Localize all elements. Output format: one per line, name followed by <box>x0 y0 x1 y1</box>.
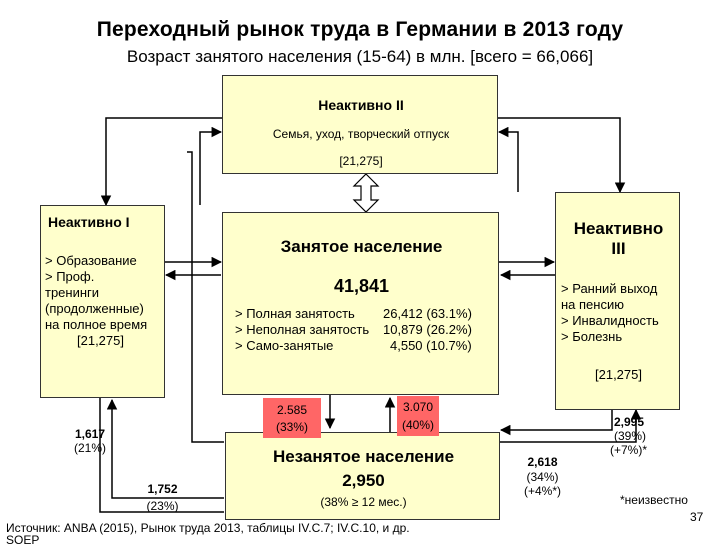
inactive1-value: [21,275] <box>77 333 124 348</box>
flow-value: 1,752 <box>147 482 178 496</box>
flow-1617-label <box>60 427 120 455</box>
inactive1-list <box>45 253 147 349</box>
inactive3-line: > Болезнь <box>561 329 623 344</box>
employed-rows <box>235 306 497 354</box>
unemployed-note: (38% ≥ 12 мес.) <box>320 495 407 509</box>
inactive2-box <box>222 75 498 174</box>
employed-box <box>222 212 499 395</box>
inactive3-value: [21,275] <box>595 367 642 382</box>
page-number: 37 <box>690 510 704 524</box>
inactive2-value: [21,275] <box>339 154 383 168</box>
employed-row-label: > Само-занятые <box>235 338 334 353</box>
inactive2-heading: Неактивно II <box>318 97 404 113</box>
arrow-inactive2-employed <box>354 174 378 212</box>
employed-row-value: 26,412 (63.1%) <box>383 306 472 321</box>
employed-row-label: > Полная занятость <box>235 306 355 321</box>
inactive3-heading <box>556 219 681 259</box>
arrow-inactive1-to-inactive2 <box>200 132 221 205</box>
employed-heading: Занятое население <box>280 237 443 256</box>
source-note-cut: SOEP <box>6 533 40 547</box>
arrow-inactive3-to-inactive2 <box>499 132 518 192</box>
inactive2-desc: Семья, уход, творческий отпуск <box>272 127 450 141</box>
inactive3-line: > Инвалидность <box>561 313 659 328</box>
flow-value: 1,617 <box>74 427 106 441</box>
employed-row-self <box>235 338 497 354</box>
arrow-inactive2-to-inactive3 <box>497 118 620 192</box>
inactive1-line: (продолженные) <box>45 301 144 316</box>
flow-value: 2,618 <box>527 455 558 469</box>
inactive3-heading-line: III <box>611 239 626 258</box>
footnote: *неизвестно <box>620 493 688 507</box>
flow-pct: (40%) <box>401 418 434 432</box>
inactive1-box <box>40 205 165 398</box>
inactive3-box <box>555 192 680 410</box>
employed-total: 41,841 <box>333 276 390 296</box>
arrow-inactive2-to-inactive1 <box>106 118 223 205</box>
inactive1-line: на полное время <box>45 317 148 332</box>
inactive1-heading: Неактивно I <box>48 214 130 230</box>
flow-pct: (21%) <box>73 441 106 455</box>
arrow-inactive3-to-unemployed <box>501 410 612 430</box>
inactive3-line: > Ранний выход <box>561 281 658 296</box>
page-subtitle: Возраст занятого населения (15-64) в млн. [всего = 66,066] <box>126 47 594 66</box>
inactive3-heading-line: Неактивно <box>573 219 664 238</box>
inactive3-line: на пенсию <box>561 297 624 312</box>
flow-unemployed-to-employed-box <box>397 396 439 436</box>
employed-row-label: > Неполная занятость <box>235 322 370 337</box>
arrow-unemployed-to-inactive1 <box>187 152 224 442</box>
flow-pct: (33%) <box>275 420 308 434</box>
flow-2995-label <box>610 415 674 457</box>
flow-pct: (34%) <box>526 470 559 484</box>
employed-row-full <box>235 306 497 322</box>
flow-pct: (39%) <box>614 429 647 443</box>
flow-employed-to-unemployed-box <box>263 398 321 438</box>
inactive1-line: > Проф. <box>45 269 95 284</box>
flow-extra: (+7%)* <box>610 443 648 457</box>
flow-value: 3.070 <box>402 400 434 414</box>
employed-row-value: 4,550 (10.7%) <box>390 338 472 353</box>
unemployed-heading: Незанятое население <box>272 447 455 466</box>
inactive1-line: тренинги <box>45 285 100 300</box>
flow-2618-label <box>515 455 570 498</box>
unemployed-total: 2,950 <box>342 471 385 490</box>
flow-pct: (23%) <box>146 499 179 513</box>
flow-extra: (+4%*) <box>523 484 561 498</box>
flow-value: 2.585 <box>276 403 308 417</box>
flow-value: 2,995 <box>614 415 645 429</box>
page-title: Переходный рынок труда в Германии в 2013 году <box>96 18 624 41</box>
flow-1752-label <box>135 482 190 513</box>
inactive3-list <box>561 281 659 345</box>
employed-row-part <box>235 322 497 338</box>
employed-row-value: 10,879 (26.2%) <box>383 322 472 337</box>
unemployed-box <box>225 432 500 520</box>
inactive1-line: > Образование <box>45 253 137 268</box>
source-note: Источник: ANBA (2015), Рынок труда 2013, таблицы IV.C.7; IV.C.10, и др. <box>6 521 410 535</box>
